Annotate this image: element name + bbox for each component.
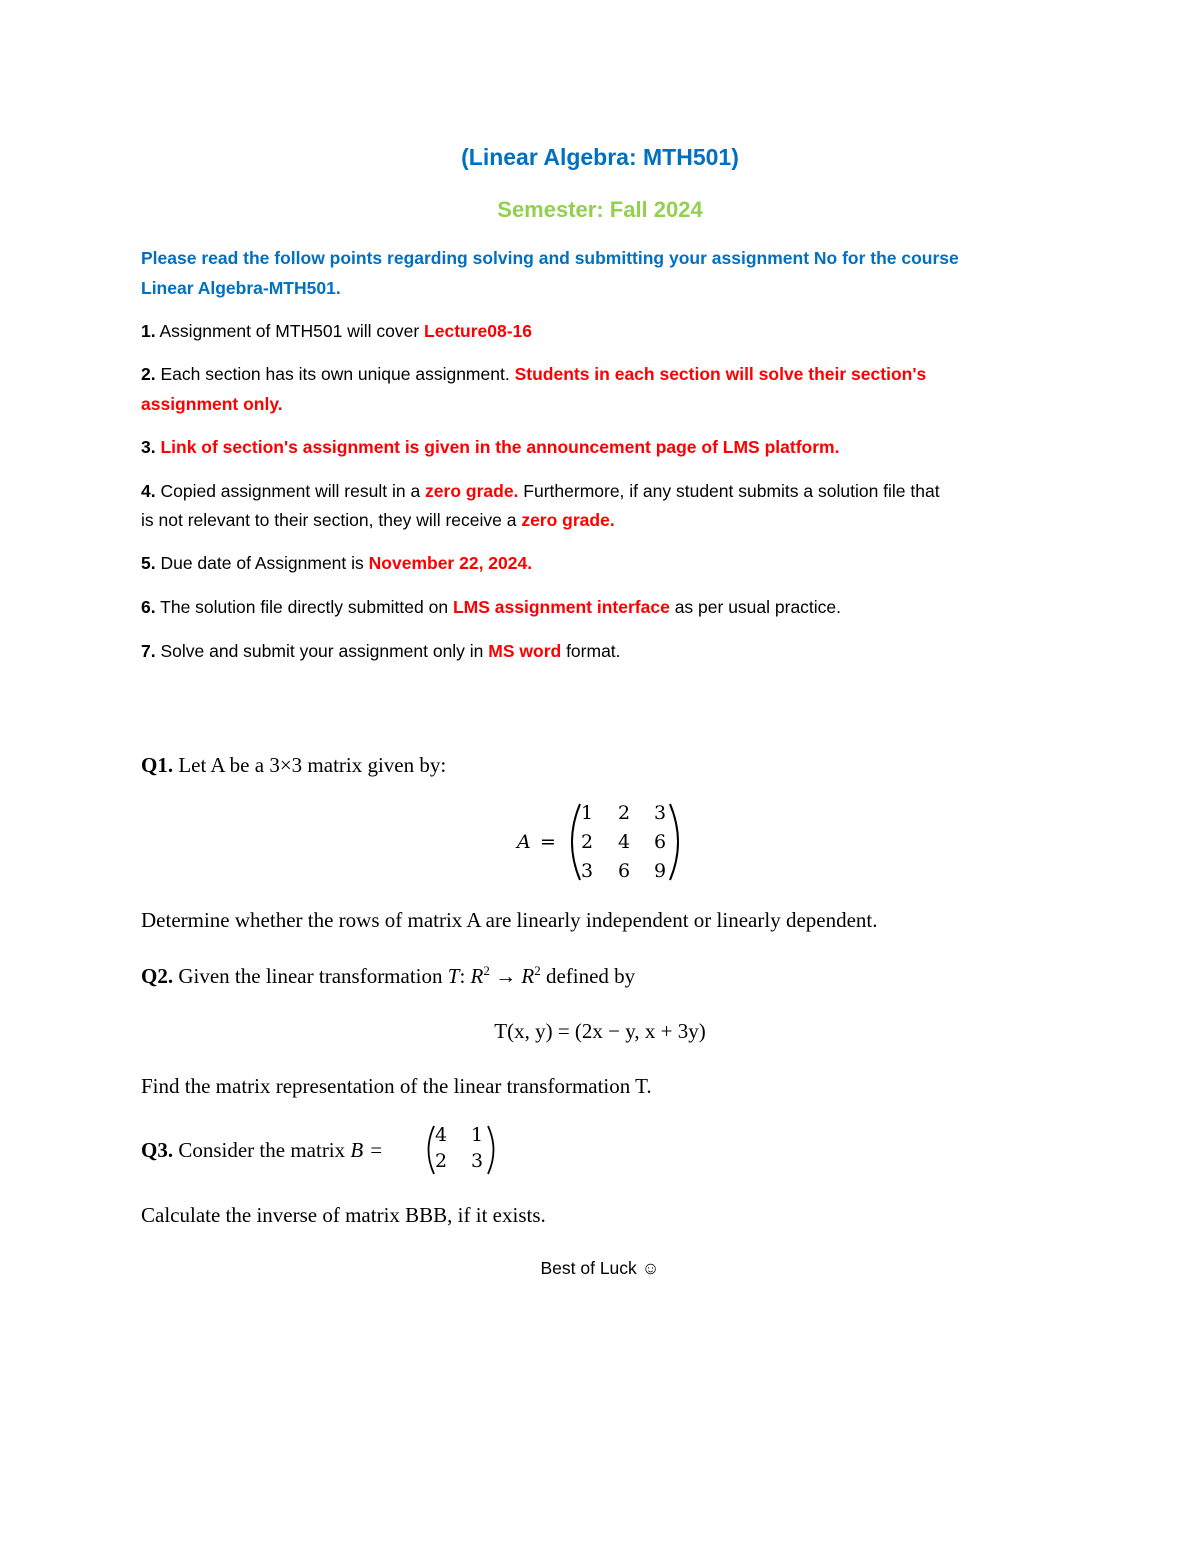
- matrix-a-equation: [517, 800, 687, 884]
- instruction-point-4-cont: [141, 510, 615, 531]
- matrix-cell: 4: [617, 831, 631, 853]
- matrix-cell: 2: [580, 831, 594, 853]
- matrix-cell: 3: [470, 1150, 484, 1172]
- point-text: Each section has its own unique assignment.: [155, 364, 515, 384]
- point-number: 2.: [141, 364, 156, 384]
- matrix-cell: 2: [434, 1150, 448, 1172]
- point-highlight: Link of section's assignment is given in the announcement page of LMS platform.: [155, 437, 840, 457]
- point-text: The solution file directly submitted on: [155, 597, 453, 617]
- question-label: Q3.: [141, 1138, 174, 1162]
- matrix-b: [421, 1122, 501, 1178]
- point-text: Copied assignment will result in a: [155, 481, 426, 501]
- instruction-point-7: [141, 641, 621, 662]
- matrix-cell: 1: [580, 802, 594, 824]
- matrix-cell: 4: [434, 1124, 448, 1146]
- matrix-name: A: [517, 831, 531, 853]
- matrix-cell: 6: [617, 860, 631, 882]
- question-label: Q2.: [141, 964, 174, 988]
- point-number: 7.: [141, 641, 156, 661]
- point-highlight: zero grade.: [521, 510, 615, 530]
- point-number: 4.: [141, 481, 156, 501]
- matrix-cell: 3: [653, 802, 667, 824]
- point-highlight: assignment only.: [141, 394, 283, 414]
- point-highlight: Lecture08-16: [424, 321, 533, 341]
- arrow-icon: →: [489, 964, 522, 988]
- transform-name: T: [447, 964, 460, 988]
- point-text: is not relevant to their section, they will receive a: [141, 510, 522, 530]
- question-1: [141, 753, 446, 778]
- point-highlight: LMS assignment interface: [452, 597, 670, 617]
- matrix-name: B: [350, 1138, 364, 1162]
- question-1-followup: Determine whether the rows of matrix A are linearly independent or linearly dependent.: [141, 908, 878, 932]
- right-paren-icon: [667, 802, 689, 882]
- matrix-cell: 2: [617, 802, 631, 824]
- point-text: Assignment of MTH501 will cover: [155, 321, 425, 341]
- domain-exponent: 2: [483, 963, 490, 978]
- point-number: 3.: [141, 437, 156, 457]
- instruction-point-5: [141, 553, 532, 574]
- point-text: Due date of Assignment is: [155, 553, 369, 573]
- question-3: [141, 1138, 389, 1163]
- codomain-space: R: [521, 964, 535, 988]
- point-highlight: zero grade.: [425, 481, 519, 501]
- equals-sign: =: [370, 1138, 383, 1162]
- question-2: [141, 963, 635, 989]
- question-3-followup: Calculate the inverse of matrix BBB, if it exists.: [141, 1203, 546, 1227]
- point-text: format.: [561, 641, 621, 661]
- intro-line-1: Please read the follow points regarding solving and submitting your assignment No for the course: [141, 248, 959, 268]
- due-date: November 22, 2024.: [368, 553, 533, 573]
- right-paren-icon: [485, 1124, 501, 1176]
- intro-line-2: Linear Algebra-MTH501.: [141, 278, 341, 298]
- equals-sign: =: [540, 831, 556, 853]
- instruction-point-3: [141, 437, 839, 458]
- point-text: Furthermore, if any student submits a solution file that: [518, 481, 940, 501]
- point-number: 5.: [141, 553, 156, 573]
- instruction-point-2-cont: [141, 394, 283, 415]
- transformation-formula: T(x, y) = (2x − y, x + 3y): [494, 1019, 706, 1043]
- point-text: Solve and submit your assignment only in: [155, 641, 489, 661]
- point-text: as per usual practice.: [669, 597, 842, 617]
- matrix-cell: 3: [580, 860, 594, 882]
- matrix-cell: 6: [653, 831, 667, 853]
- instruction-point-4: [141, 481, 940, 502]
- colon: :: [459, 964, 471, 988]
- closing-note: Best of Luck ☺: [540, 1258, 660, 1278]
- matrix-cell: 9: [653, 860, 667, 882]
- instruction-point-6: [141, 597, 841, 618]
- point-highlight: MS word: [488, 641, 562, 661]
- point-number: 6.: [141, 597, 156, 617]
- question-text: Consider the matrix: [173, 1138, 351, 1162]
- domain-space: R: [470, 964, 484, 988]
- matrix-cell: 1: [470, 1124, 484, 1146]
- question-label: Q1.: [141, 753, 174, 777]
- question-text: Given the linear transformation: [173, 964, 448, 988]
- semester-heading: Semester: Fall 2024: [497, 197, 703, 222]
- question-2-followup: Find the matrix representation of the linear transformation T.: [141, 1074, 652, 1098]
- course-title: (Linear Algebra: MTH501): [461, 144, 739, 170]
- question-text: Let A be a 3×3 matrix given by:: [173, 753, 447, 777]
- point-highlight: Students in each section will solve their section's: [514, 364, 927, 384]
- point-number: 1.: [141, 321, 156, 341]
- instruction-point-1: [141, 321, 532, 342]
- codomain-exponent: 2: [534, 963, 541, 978]
- question-text-tail: defined by: [540, 964, 636, 988]
- instruction-point-2: [141, 364, 926, 385]
